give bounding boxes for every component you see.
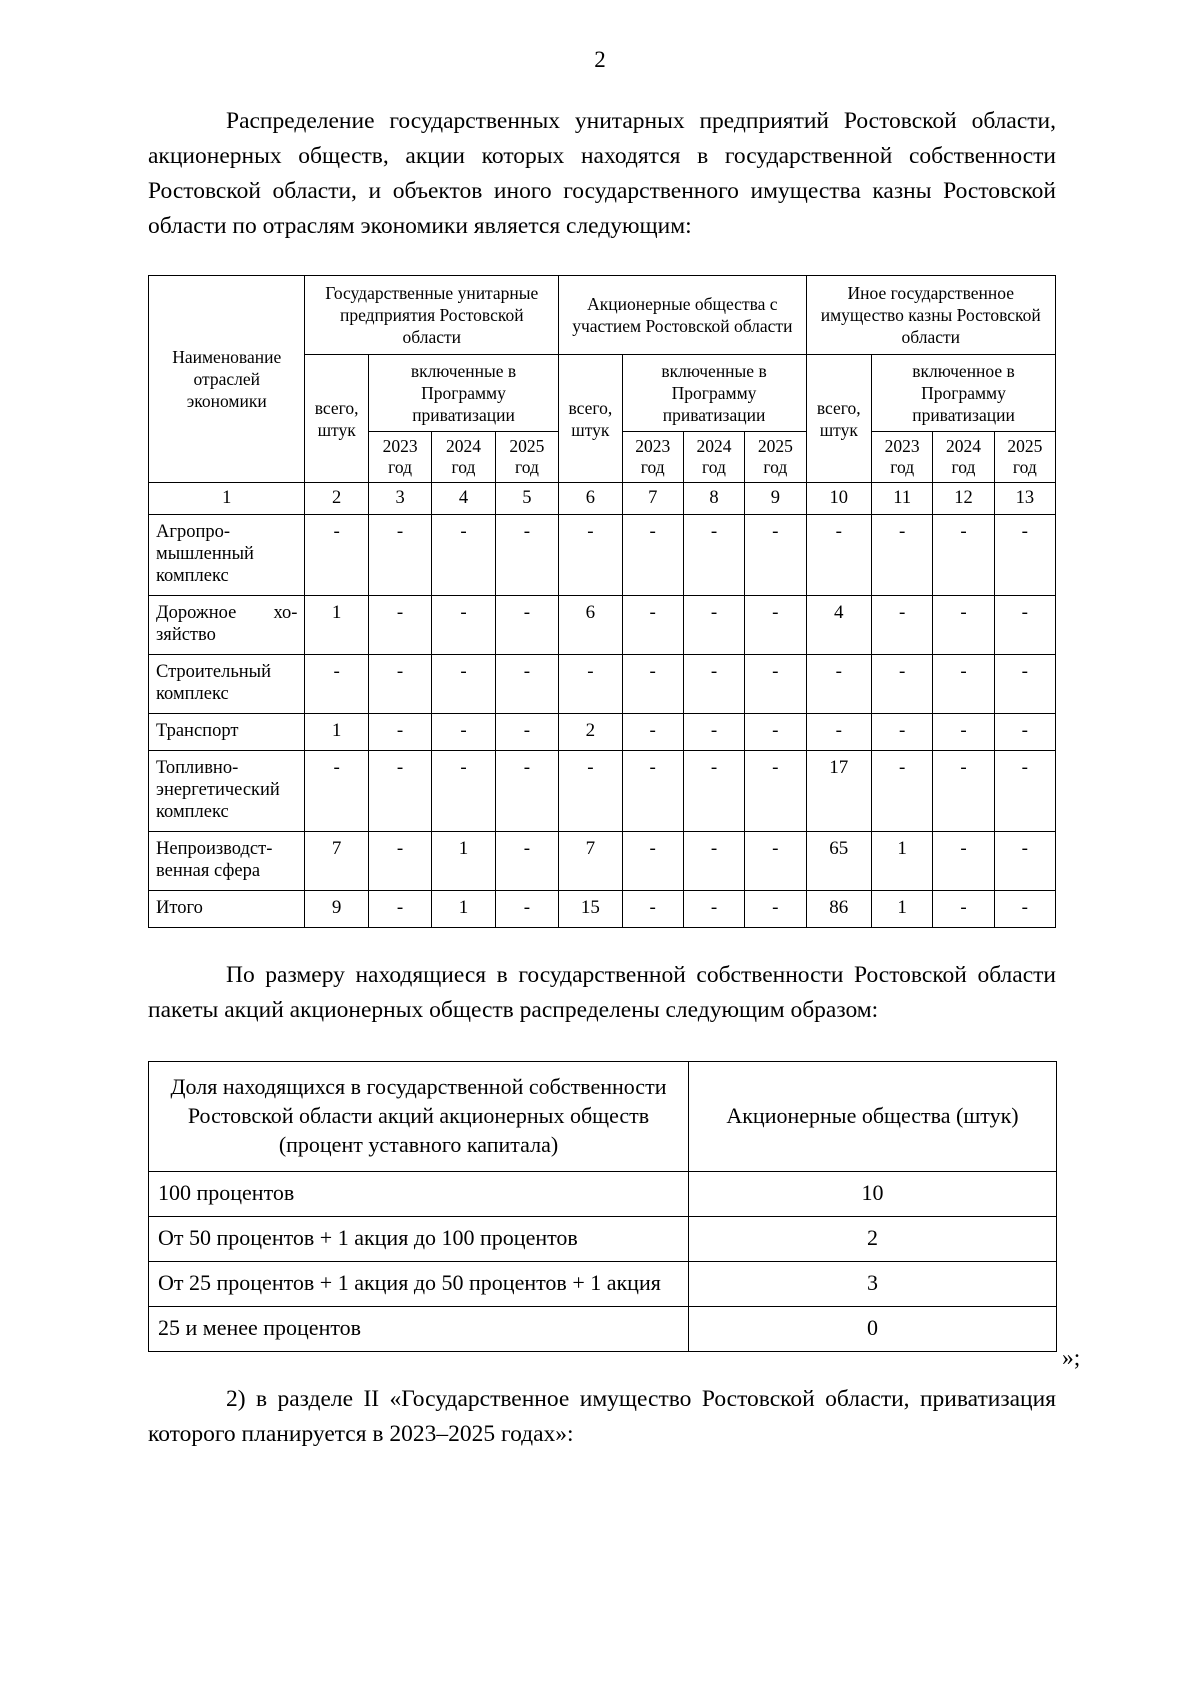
cell: -: [495, 655, 558, 714]
column-number-1: 1: [149, 483, 305, 515]
cell: 17: [806, 751, 872, 832]
year-header-gup-2023: 2023 год: [368, 432, 431, 483]
column-number-7: 7: [622, 483, 683, 515]
cell: 1: [432, 891, 495, 928]
total-header-gup: всего, штук: [305, 355, 368, 483]
cell: -: [368, 891, 431, 928]
cell: -: [559, 655, 622, 714]
share-range-count: 3: [689, 1262, 1057, 1307]
column-number-9: 9: [745, 483, 806, 515]
share-range-label: 100 процентов: [149, 1172, 689, 1217]
table-row: [149, 596, 1056, 655]
cell: -: [994, 515, 1055, 596]
column-number-13: 13: [994, 483, 1055, 515]
cell: -: [495, 714, 558, 751]
row-label: Непроизводственная сфера: [149, 832, 305, 891]
cell: -: [368, 751, 431, 832]
share-range-header: Доля находящихся в государственной собственности Ростовской области акций акционерных обществ (процент уставного капитала): [149, 1062, 689, 1172]
paragraph-second: По размеру находящиеся в государственной собственности Ростовской области пакеты акций акционерных обществ распределены следующим образом:: [148, 962, 1056, 1023]
table2-row: [149, 1262, 1057, 1307]
cell: -: [432, 751, 495, 832]
row-label: Транспорт: [149, 714, 305, 751]
share-range-label: От 50 процентов + 1 акция до 100 процентов: [149, 1217, 689, 1262]
cell: -: [559, 751, 622, 832]
cell: -: [432, 714, 495, 751]
cell: -: [368, 714, 431, 751]
table-row: [149, 714, 1056, 751]
cell: -: [933, 596, 994, 655]
row-label: Топливно-энергетический комплекс: [149, 751, 305, 832]
year-header-gup-2025: 2025 год: [495, 432, 558, 483]
cell: 65: [806, 832, 872, 891]
table2-row: [149, 1172, 1057, 1217]
year-header-other-2024: 2024 год: [933, 432, 994, 483]
cell: 15: [559, 891, 622, 928]
stub-header: Наименование отраслей экономики: [149, 276, 305, 483]
cell: 1: [305, 714, 368, 751]
column-number-10: 10: [806, 483, 872, 515]
cell: -: [806, 515, 872, 596]
group-header-gup: Государственные унитарные предприятия Ростовской области: [305, 276, 559, 355]
cell: 7: [559, 832, 622, 891]
total-header-other: всего, штук: [806, 355, 872, 483]
cell: -: [994, 596, 1055, 655]
table-column-number-row: [149, 483, 1056, 515]
cell: -: [683, 751, 744, 832]
cell: -: [622, 515, 683, 596]
table-row: [149, 515, 1056, 596]
share-range-count: 2: [689, 1217, 1057, 1262]
cell: -: [994, 751, 1055, 832]
cell: -: [872, 596, 933, 655]
cell: -: [622, 751, 683, 832]
cell: 4: [806, 596, 872, 655]
cell: -: [745, 655, 806, 714]
share-distribution-table: [148, 1061, 1057, 1352]
row-label: Дорожное хозяйство: [149, 596, 305, 655]
cell: -: [994, 891, 1055, 928]
cell: -: [622, 714, 683, 751]
cell: 1: [872, 891, 933, 928]
cell: -: [683, 891, 744, 928]
included-header-gup: включенные в Программу приватизации: [368, 355, 558, 432]
share-range-label: 25 и менее процентов: [149, 1307, 689, 1352]
table-row: [149, 751, 1056, 832]
table-header-row-groups: [149, 276, 1056, 355]
column-number-8: 8: [683, 483, 744, 515]
cell: -: [683, 596, 744, 655]
cell: -: [683, 832, 744, 891]
group-header-other: Иное государственное имущество казны Ростовской области: [806, 276, 1056, 355]
cell: -: [495, 596, 558, 655]
cell: -: [994, 832, 1055, 891]
table2-row: [149, 1217, 1057, 1262]
included-header-other: включенное в Программу приватизации: [872, 355, 1056, 432]
column-number-4: 4: [432, 483, 495, 515]
cell: -: [872, 751, 933, 832]
cell: -: [806, 714, 872, 751]
cell: -: [745, 596, 806, 655]
cell: 1: [305, 596, 368, 655]
cell: 2: [559, 714, 622, 751]
cell: -: [745, 515, 806, 596]
column-number-11: 11: [872, 483, 933, 515]
cell: 1: [432, 832, 495, 891]
table-row-total: [149, 891, 1056, 928]
cell: -: [495, 891, 558, 928]
cell: -: [622, 832, 683, 891]
cell: -: [872, 515, 933, 596]
company-count-header: Акционерные общества (штук): [689, 1062, 1057, 1172]
cell: -: [559, 515, 622, 596]
cell: -: [683, 714, 744, 751]
column-number-6: 6: [559, 483, 622, 515]
table-row: [149, 832, 1056, 891]
cell: -: [683, 515, 744, 596]
year-header-other-2023: 2023 год: [872, 432, 933, 483]
industry-distribution-table: [148, 275, 1056, 928]
cell: -: [933, 751, 994, 832]
cell: -: [305, 655, 368, 714]
page-content: [148, 104, 1056, 1452]
cell: -: [994, 655, 1055, 714]
column-number-2: 2: [305, 483, 368, 515]
row-label: Итого: [149, 891, 305, 928]
cell: 86: [806, 891, 872, 928]
cell: -: [622, 596, 683, 655]
cell: -: [368, 515, 431, 596]
cell: 1: [872, 832, 933, 891]
cell: -: [495, 832, 558, 891]
group-header-ao: Акционерные общества с участием Ростовской области: [559, 276, 806, 355]
cell: -: [495, 515, 558, 596]
included-header-ao: включенные в Программу приватизации: [622, 355, 806, 432]
year-header-ao-2024: 2024 год: [683, 432, 744, 483]
share-range-count: 0: [689, 1307, 1057, 1352]
paragraph-intro: Распределение государственных унитарных предприятий Ростовской области, акционерных обществ, акции которых находятся в государственной собственности Ростовской области, и объектов иного государственного имущества казны Ростовской области по отраслям экономики является следующим:: [148, 108, 1056, 239]
cell: -: [994, 714, 1055, 751]
cell: -: [745, 714, 806, 751]
year-header-gup-2024: 2024 год: [432, 432, 495, 483]
cell: -: [368, 655, 431, 714]
row-label: Строительный комплекс: [149, 655, 305, 714]
cell: -: [933, 655, 994, 714]
cell: -: [745, 751, 806, 832]
cell: -: [933, 515, 994, 596]
page-number: 2: [594, 47, 606, 72]
cell: -: [622, 891, 683, 928]
cell: -: [872, 714, 933, 751]
cell: 6: [559, 596, 622, 655]
paragraph-third: 2) в разделе II «Государственное имущество Ростовской области, приватизация которого планируется в 2023–2025 годах»:: [148, 1386, 1056, 1447]
share-range-label: От 25 процентов + 1 акция до 50 процентов + 1 акция: [149, 1262, 689, 1307]
year-header-other-2025: 2025 год: [994, 432, 1055, 483]
share-range-count: 10: [689, 1172, 1057, 1217]
cell: -: [432, 596, 495, 655]
cell: 7: [305, 832, 368, 891]
column-number-5: 5: [495, 483, 558, 515]
row-label: Агропромышленный комплекс: [149, 515, 305, 596]
cell: 9: [305, 891, 368, 928]
column-number-3: 3: [368, 483, 431, 515]
cell: -: [432, 515, 495, 596]
cell: -: [432, 655, 495, 714]
cell: -: [745, 891, 806, 928]
cell: -: [745, 832, 806, 891]
cell: -: [806, 655, 872, 714]
table-row: [149, 655, 1056, 714]
cell: -: [368, 832, 431, 891]
cell: -: [683, 655, 744, 714]
closing-quote-mark: »;: [1062, 1345, 1081, 1371]
cell: -: [305, 515, 368, 596]
cell: -: [305, 751, 368, 832]
cell: -: [495, 751, 558, 832]
cell: -: [933, 832, 994, 891]
year-header-ao-2023: 2023 год: [622, 432, 683, 483]
cell: -: [368, 596, 431, 655]
cell: -: [872, 655, 933, 714]
column-number-12: 12: [933, 483, 994, 515]
table2-row: [149, 1307, 1057, 1352]
table2-header-row: [149, 1062, 1057, 1172]
cell: -: [933, 891, 994, 928]
year-header-ao-2025: 2025 год: [745, 432, 806, 483]
total-header-ao: всего, штук: [559, 355, 622, 483]
cell: -: [933, 714, 994, 751]
cell: -: [622, 655, 683, 714]
